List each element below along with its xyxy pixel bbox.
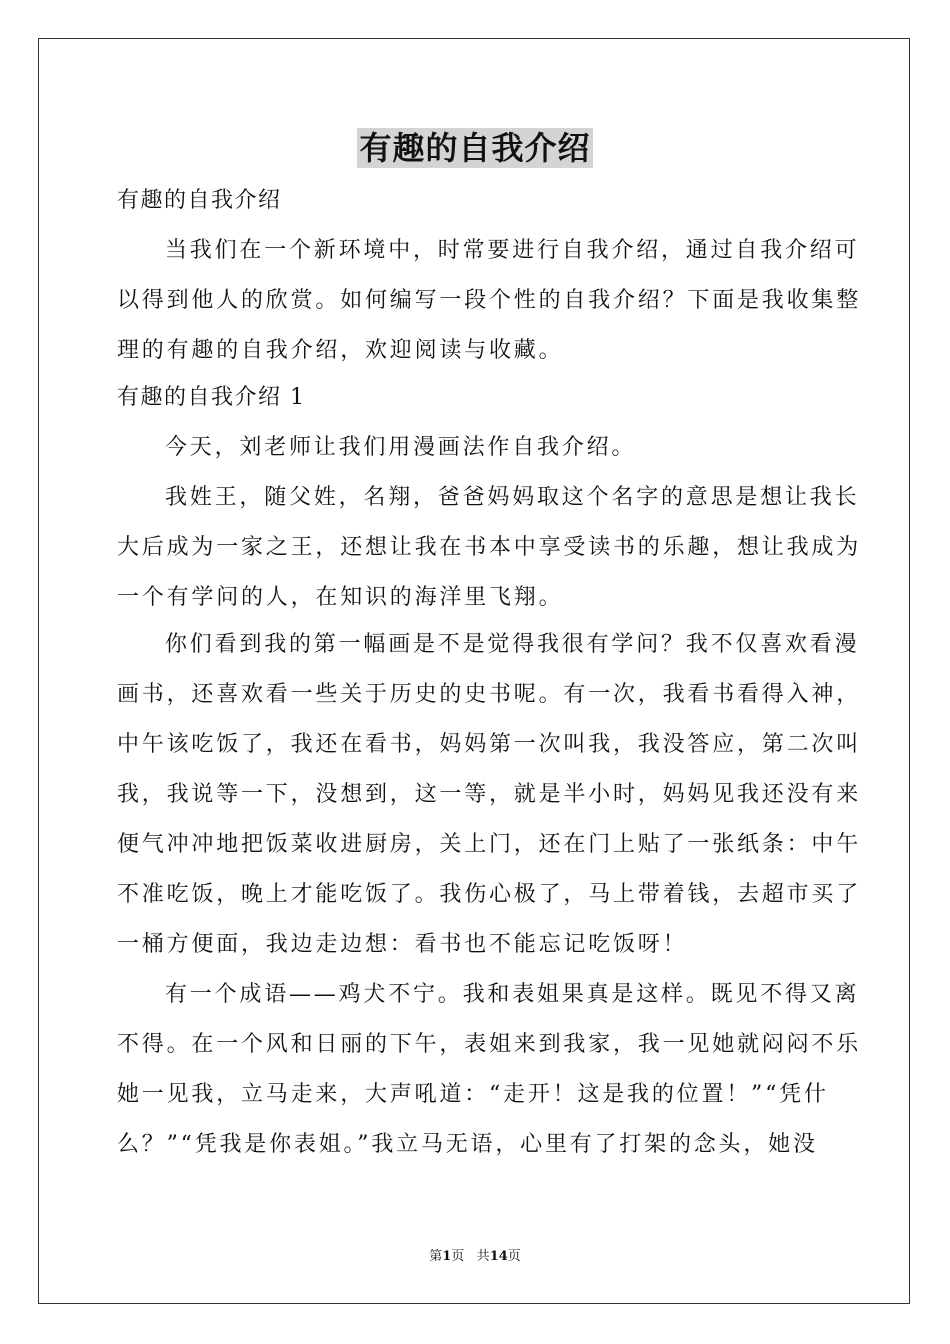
paragraph-line: 你们看到我的第一幅画是不是觉得我很有学问？我不仅喜欢看漫 (165, 632, 860, 657)
section-heading: 有趣的自我介绍 (117, 188, 282, 213)
paragraph-line: 理的有趣的自我介绍，欢迎阅读与收藏。 (117, 338, 564, 363)
total-suffix: 页 (507, 1249, 521, 1264)
page-footer (0, 1248, 950, 1266)
title-container (0, 128, 950, 168)
section-heading: 有趣的自我介绍 1 (117, 385, 306, 410)
paragraph-line: 不得。在一个风和日丽的下午，表姐来到我家，我一见她就闷闷不乐 (117, 1032, 862, 1057)
document-title: 有趣的自我介绍 (359, 129, 591, 167)
page-number: 1 (442, 1249, 452, 1264)
total-prefix: 共 (476, 1249, 490, 1264)
paragraph-line: 大后成为一家之王，还想让我在书本中享受读书的乐趣，想让我成为 (117, 535, 862, 560)
paragraph-line: 中午该吃饭了，我还在看书，妈妈第一次叫我，我没答应，第二次叫 (117, 732, 862, 757)
paragraph-line: 以得到他人的欣赏。如何编写一段个性的自我介绍？下面是我收集整 (117, 288, 862, 313)
paragraph-line: 有一个成语——鸡犬不宁。我和表姐果真是这样。既见不得又离 (165, 982, 860, 1007)
paragraph-line: 不准吃饭，晚上才能吃饭了。我伤心极了，马上带着钱，去超市买了 (117, 882, 862, 907)
paragraph-line: 一个有学问的人，在知识的海洋里飞翔。 (117, 585, 564, 610)
paragraph-line: 当我们在一个新环境中，时常要进行自我介绍，通过自我介绍可 (165, 238, 860, 263)
paragraph-line: 么？”“凭我是你表姐。”我立马无语，心里有了打架的念头，她没 (117, 1132, 818, 1157)
page-prefix: 第 (429, 1249, 443, 1264)
paragraph-line: 便气冲冲地把饭菜收进厨房，关上门，还在门上贴了一张纸条：中午 (117, 832, 862, 857)
paragraph-line: 今天，刘老师让我们用漫画法作自我介绍。 (165, 435, 637, 460)
total-pages: 14 (489, 1249, 508, 1264)
paragraph-line: 我，我说等一下，没想到，这一等，就是半小时，妈妈见我还没有来 (117, 782, 862, 807)
paragraph-line: 她一见我，立马走来，大声吼道：“走开！这是我的位置！”“凭什 (117, 1082, 829, 1107)
page-border (38, 38, 910, 1304)
paragraph-line: 一桶方便面，我边走边想：看书也不能忘记吃饭呀！ (117, 932, 688, 957)
paragraph-line: 我姓王，随父姓，名翔，爸爸妈妈取这个名字的意思是想让我长 (165, 485, 860, 510)
page-suffix: 页 (451, 1249, 465, 1264)
paragraph-line: 画书，还喜欢看一些关于历史的史书呢。有一次，我看书看得入神， (117, 682, 862, 707)
